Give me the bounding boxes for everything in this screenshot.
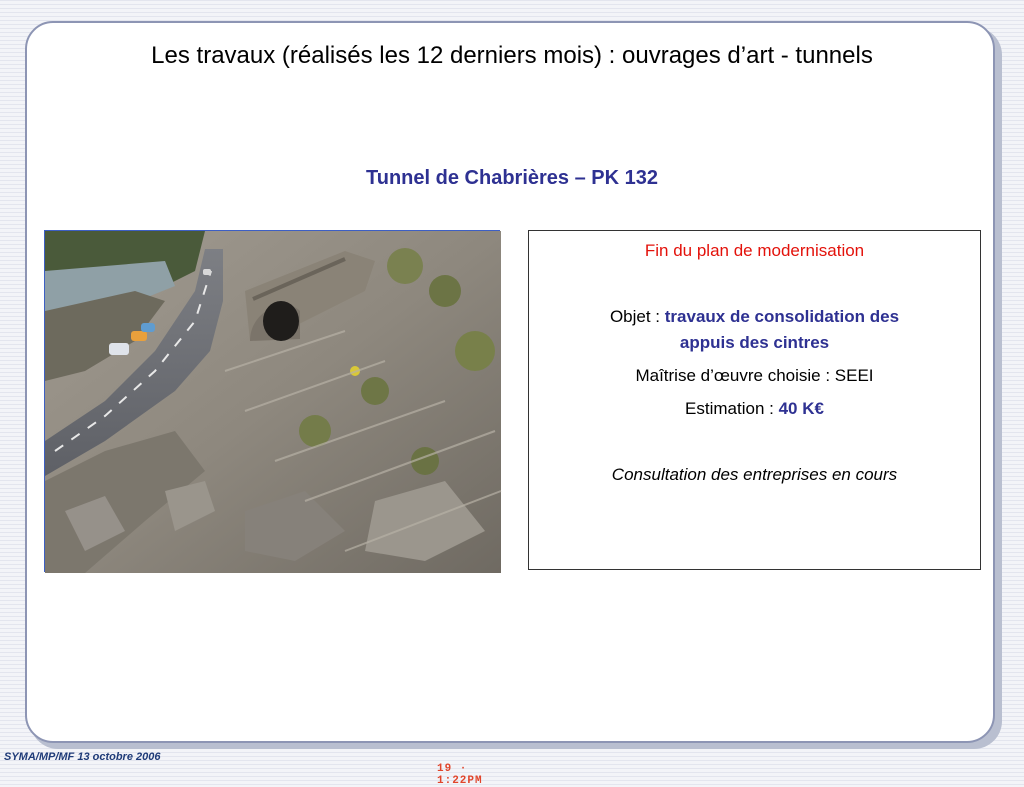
plan-status-line: Fin du plan de modernisation xyxy=(644,241,865,260)
tunnel-photo-illustration xyxy=(45,231,501,573)
objet-label: Objet : xyxy=(609,307,665,326)
estimation-value: 40 K€ xyxy=(778,399,824,418)
photo-date-stamp: 19 · 1:22PM xyxy=(437,763,483,787)
estimation-label: Estimation : xyxy=(685,399,779,418)
objet-value-2: appuis des cintres xyxy=(679,333,830,352)
objet-value-1: travaux de consolidation des xyxy=(664,307,900,326)
footer-text: SYMA/MP/MF 13 octobre 2006 xyxy=(4,751,161,763)
info-box xyxy=(528,230,981,570)
objet-line xyxy=(539,306,970,328)
slide-subtitle: Tunnel de Chabrières – PK 132 xyxy=(366,167,658,189)
estimation-line xyxy=(539,398,970,420)
slide-title: Les travaux (réalisés les 12 derniers mois) : ouvrages d’art - tunnels xyxy=(151,42,873,69)
consultation-line: Consultation des entreprises en cours xyxy=(611,465,898,484)
maitrise-line: Maîtrise d’œuvre choisie : SEEI xyxy=(635,366,874,385)
